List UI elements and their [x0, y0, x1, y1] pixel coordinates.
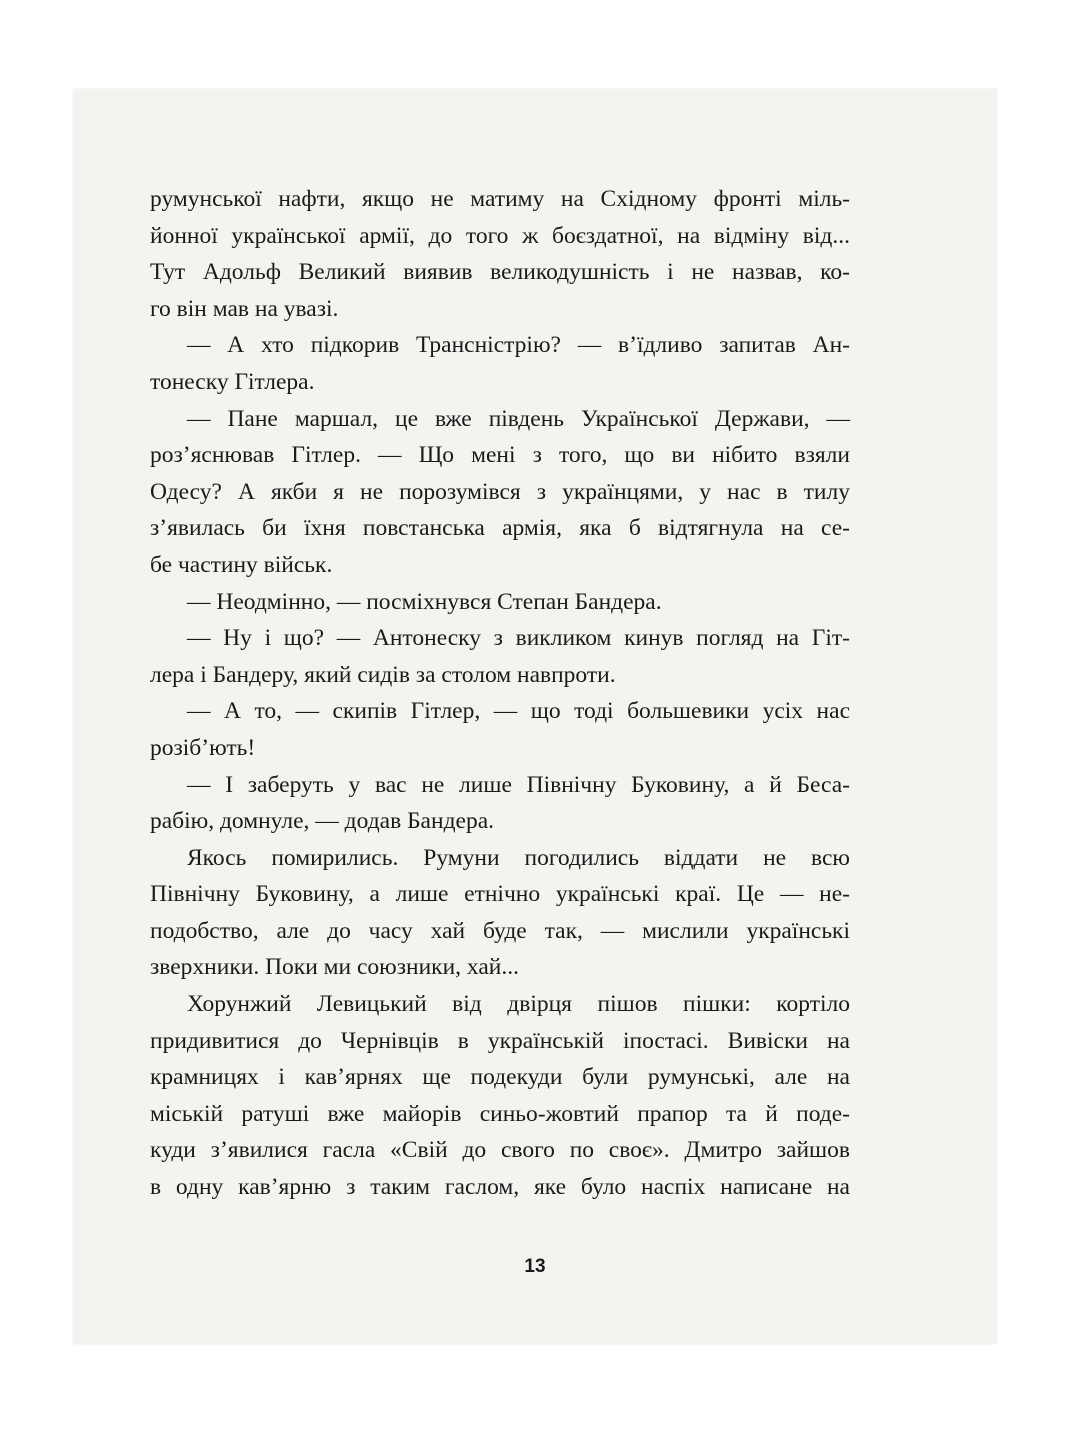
body-text — [150, 181, 850, 1206]
text-line: — А хто підкорив Трансністрію? — в’їдливо запитав Ан- — [187, 332, 850, 359]
text-line: — Неодмінно, — посміхнувся Степан Бандера. — [187, 588, 662, 615]
text-line: лера і Бандеру, який сидів за столом навпроти. — [150, 661, 616, 688]
text-line: роз’яснював Гітлер. — Що мені з того, що ви нібито взяли — [150, 442, 850, 469]
text-line: Тут Адольф Великий виявив великодушність і не назвав, ко- — [150, 259, 850, 286]
text-line: куди з’явилися гасла «Свій до свого по своє». Дмитро зайшов — [150, 1137, 850, 1164]
text-line: придивитися до Чернівців в українській іпостасі. Вивіски на — [150, 1027, 850, 1054]
text-line: — Ну і що? — Антонеску з викликом кинув погляд на Гіт- — [187, 625, 850, 652]
page-number: 13 — [524, 1256, 546, 1277]
text-line: тонеску Гітлера. — [150, 368, 315, 395]
text-line: крамницях і кав’ярнях ще подекуди були румунські, але на — [150, 1064, 850, 1091]
text-line: го він мав на увазі. — [150, 295, 339, 322]
text-line: Хорунжий Левицький від двірця пішов пішки: кортіло — [187, 991, 850, 1018]
text-line: румунської нафти, якщо не матиму на Східному фронті міль- — [150, 186, 850, 212]
text-line: Якось помирились. Румуни погодились віддати не всю — [187, 844, 850, 871]
text-line: бе частину військ. — [150, 551, 333, 578]
text-line: — Пане маршал, це вже південь Української Держави, — — [187, 405, 850, 432]
text-line: йонної української армії, до того ж боєздатної, на відміну від... — [150, 222, 850, 249]
text-line: в одну кав’ярню з таким гаслом, яке було наспіх написане на — [150, 1174, 850, 1201]
text-line: рабію, домнуле, — додав Бандера. — [150, 808, 495, 835]
text-line: з’явилась би їхня повстанська армія, яка б відтягнула на се- — [150, 515, 850, 542]
text-line: міській ратуші вже майорів синьо-жовтий прапор та й поде- — [150, 1100, 850, 1127]
text-line: подобство, але до часу хай буде так, — мислили українські — [150, 917, 850, 944]
text-line: Північну Буковину, а лише етнічно українські краї. Це — не- — [150, 881, 850, 908]
text-line: — А то, — скипів Гітлер, — що тоді большевики усіх нас — [187, 698, 850, 725]
text-line: — І заберуть у вас не лише Північну Буковину, а й Беса- — [187, 771, 850, 798]
text-line: зверхники. Поки ми союзники, хай... — [150, 954, 519, 981]
text-line: розіб’ють! — [150, 734, 256, 761]
book-page — [73, 89, 997, 1344]
text-line: Одесу? А якби я не порозумівся з українцями, у нас в тилу — [150, 478, 850, 505]
